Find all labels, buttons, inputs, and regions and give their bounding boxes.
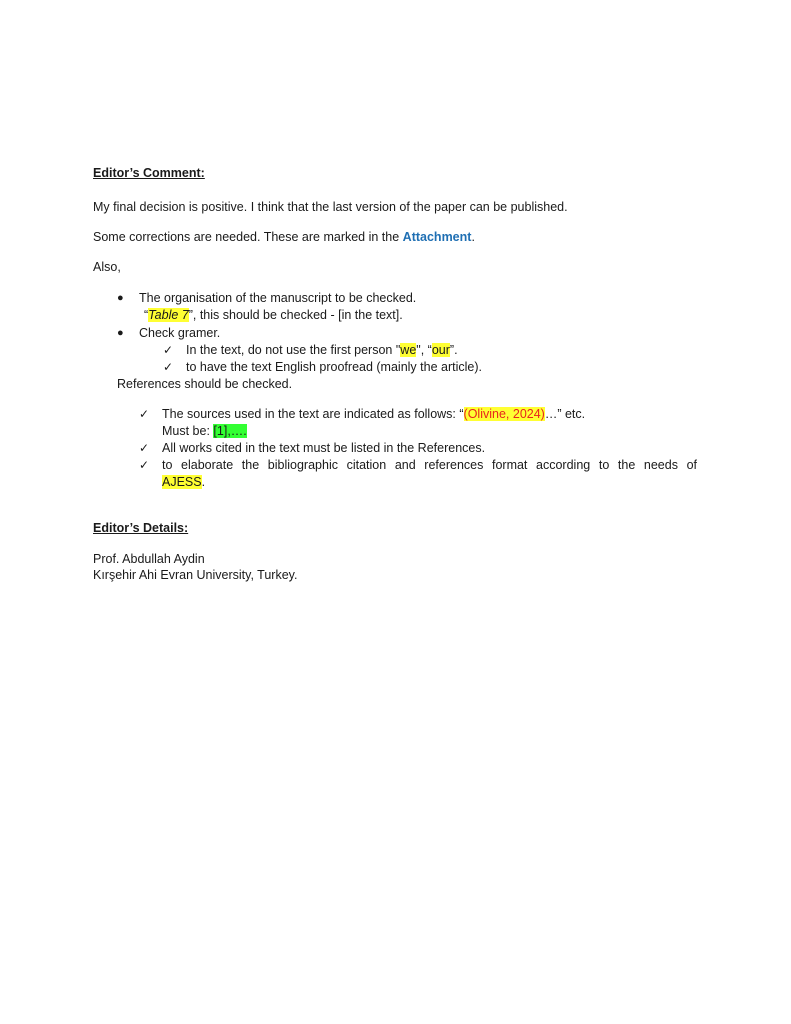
ref-check-sources [162, 407, 585, 421]
attachment-link[interactable]: Attachment [402, 230, 472, 244]
table-7-ref: Table 7 [148, 308, 189, 322]
bullet-organisation: The organisation of the manuscript to be checked. [139, 291, 417, 305]
editor-affiliation: Kırşehir Ahi Evran University, Turkey. [93, 568, 298, 582]
sources-prefix: The sources used in the text are indicated as follows: “ [162, 407, 464, 421]
editor-comment-heading: Editor’s Comment: [93, 166, 205, 180]
must-be-prefix: Must be: [162, 424, 214, 438]
check-icon: ✓ [163, 360, 174, 374]
must-be-value: [1],…. [213, 424, 247, 438]
decision-text: My final decision is positive. I think that the last version of the paper can be published. [93, 200, 568, 214]
word-our: our [431, 343, 450, 357]
citation-example: (Olivine, 2024) [463, 407, 545, 421]
editor-name: Prof. Abdullah Aydin [93, 552, 205, 566]
also-text: Also, [93, 260, 121, 274]
check-icon: ✓ [139, 441, 150, 455]
first-person-mid: ", “ [416, 343, 432, 357]
bullet-grammar: Check gramer. [139, 326, 221, 340]
check-icon: ✓ [139, 458, 150, 472]
check-icon: ✓ [139, 407, 150, 421]
grammar-check-first-person [186, 343, 458, 357]
check-icon: ✓ [163, 343, 174, 357]
journal-name: AJESS [162, 475, 202, 489]
corrections-prefix: Some corrections are needed. These are marked in the [93, 230, 403, 244]
sources-suffix: …” etc. [544, 407, 586, 421]
ref-check-format-line1: to elaborate the bibliographic citation and references format according to the needs of [162, 458, 697, 472]
corrections-text [93, 230, 475, 244]
ref-check-listed: All works cited in the text must be listed in the References. [162, 441, 486, 455]
table-7-line [144, 308, 403, 322]
bullet-icon: ● [117, 292, 124, 304]
ref-check-format-line2 [162, 475, 205, 489]
editor-details-heading: Editor’s Details: [93, 521, 189, 535]
must-be-line [162, 424, 247, 438]
corrections-suffix: . [471, 230, 475, 244]
bullet-icon: ● [117, 327, 124, 339]
table-7-rest: ”, this should be checked - [in the text]. [188, 308, 403, 322]
quote-open: “ [144, 308, 149, 322]
word-we: we [400, 343, 417, 357]
references-line: References should be checked. [117, 377, 293, 391]
grammar-check-proofread: to have the text English proofread (mainly the article). [186, 360, 482, 374]
format-end: . [201, 475, 206, 489]
first-person-prefix: In the text, do not use the first person " [186, 343, 401, 357]
first-person-suffix: ”. [449, 343, 458, 357]
